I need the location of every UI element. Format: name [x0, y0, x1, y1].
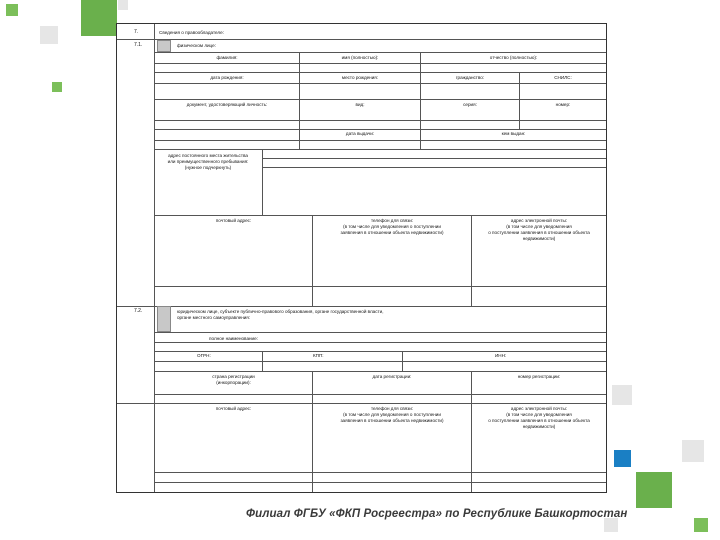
- label-doc-type: вид:: [355, 102, 365, 107]
- label-residence-2: или преимущественного пребывания:: [167, 159, 249, 164]
- label-issued-by: кем выдан:: [501, 131, 526, 136]
- label-inn: ИНН:: [495, 353, 507, 358]
- label-person-email-4: недвижимости): [522, 236, 556, 241]
- decor-square-blue: [614, 450, 631, 467]
- label-person-phone-2: (в том числе для уведомления о поступлении: [343, 224, 441, 229]
- label-reg-number: номер регистрации:: [517, 374, 561, 379]
- label-doc-number: номер:: [555, 102, 571, 107]
- label-firstname: имя (полностью):: [341, 55, 379, 60]
- label-reg-date: дата регистрации:: [372, 374, 412, 379]
- label-person-postal: почтовый адрес:: [215, 218, 252, 223]
- label-citizenship: гражданство:: [455, 75, 485, 80]
- label-legal-postal: почтовый адрес:: [215, 406, 252, 411]
- label-issue-date: дата выдачи:: [345, 131, 375, 136]
- section-title: Сведения о правообладателе:: [159, 30, 224, 35]
- decor-square-gray: [40, 26, 58, 44]
- label-birthdate: дата рождения:: [210, 75, 244, 80]
- decor-square-green: [6, 4, 18, 16]
- label-legal-email-1: адрес электронной почты:: [510, 406, 568, 411]
- label-kpp: КПП:: [313, 353, 324, 358]
- decor-square-green: [81, 0, 117, 36]
- decor-square-gray: [612, 385, 632, 405]
- label-fullname: полное наименование:: [209, 336, 258, 341]
- label-patronymic: отчество (полностью):: [489, 55, 538, 60]
- label-residence-3: (нужное подчеркнуть): [184, 165, 232, 170]
- label-legal-email-3: о поступлении заявления в отношении объекта: [488, 418, 590, 423]
- legal-checkbox[interactable]: [157, 306, 171, 332]
- label-series: серия:: [463, 102, 477, 107]
- rightholder-form: [116, 23, 607, 493]
- label-country-1: страна регистрации: [212, 374, 255, 379]
- label-lastname: фамилия:: [216, 55, 238, 60]
- label-ogrn: ОГРН:: [197, 353, 211, 358]
- label-person-phone-1: телефон для связи:: [370, 218, 414, 223]
- decor-square-gray: [118, 0, 128, 10]
- person-number: 7.1.: [134, 42, 143, 48]
- legal-number: 7.2.: [134, 308, 143, 314]
- decor-square-green: [694, 518, 708, 532]
- label-person-email-2: (в том числе для уведомления: [506, 224, 572, 229]
- label-birthplace: место рождения:: [341, 75, 379, 80]
- label-id-document: документ, удостоверяющий личность:: [186, 102, 268, 107]
- legal-title-2: органе местного самоуправления:: [177, 315, 251, 320]
- decor-square-gray: [682, 440, 704, 462]
- footer-org-name: Филиал ФГБУ «ФКП Росреестра» по Республике Башкортостан: [246, 508, 628, 520]
- label-legal-phone-3: заявления в отношении объекта недвижимости): [340, 418, 444, 423]
- label-legal-phone-2: (в том числе для уведомления о поступлении: [343, 412, 441, 417]
- label-legal-email-2: (в том числе для уведомления: [506, 412, 572, 417]
- section-number: 7.: [134, 29, 139, 35]
- label-residence-1: адрес постоянного места жительства: [168, 153, 248, 158]
- label-snils: СНИЛС:: [554, 75, 572, 80]
- label-legal-phone-1: телефон для связи:: [370, 406, 414, 411]
- person-checkbox[interactable]: [157, 40, 171, 52]
- legal-title-1: юридическом лице, субъекте публично-правового образования, органе государственной власти,: [177, 309, 384, 314]
- decor-square-gray: [604, 518, 618, 532]
- decor-square-green: [636, 472, 672, 508]
- label-legal-email-4: недвижимости): [522, 424, 556, 429]
- decor-square-green: [52, 82, 62, 92]
- label-country-2: (инкорпорации):: [216, 380, 251, 385]
- person-title: физическом лице:: [177, 43, 216, 48]
- label-person-email-3: о поступлении заявления в отношении объекта: [488, 230, 590, 235]
- label-person-phone-3: заявления в отношении объекта недвижимости): [340, 230, 444, 235]
- label-person-email-1: адрес электронной почты:: [510, 218, 568, 223]
